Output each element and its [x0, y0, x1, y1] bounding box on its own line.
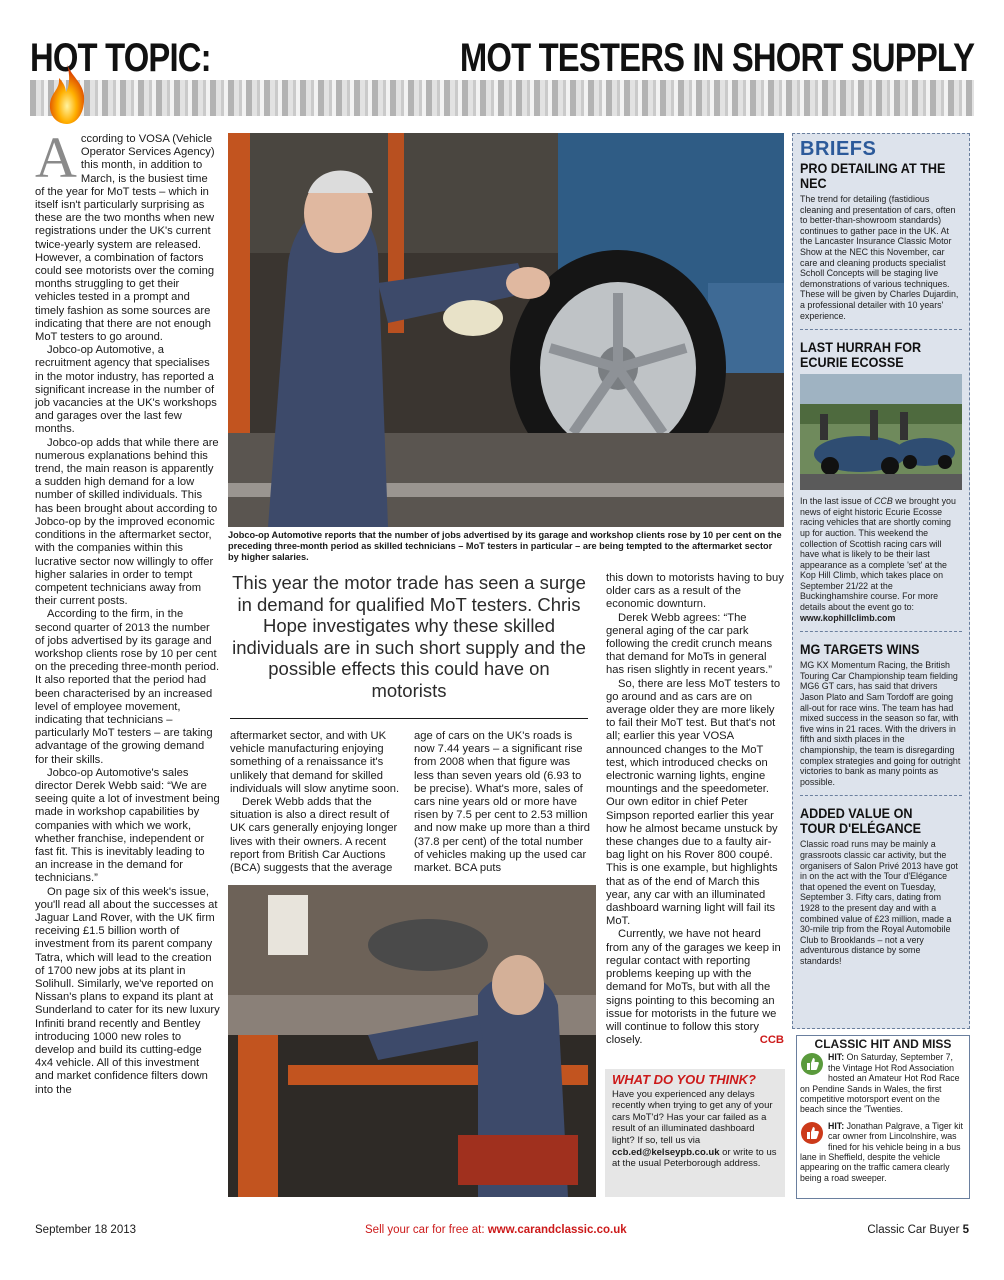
- thumbs-up-icon: [800, 1052, 824, 1076]
- list-item: [800, 1052, 966, 1114]
- article-headline: MOT TESTERS IN SHORT SUPPLY: [459, 36, 974, 80]
- paragraph: According to the firm, in the second quarter of 2013 the number of jobs advertised by its garage and workshop clients rose by 10 per cent on the preceding three-month period. It also reported that the period had been characterised by an increased level of employee movement, indicating that technicians – particularly MoT testers – are taking advantage of the growing demand for their skills.: [35, 608, 220, 766]
- website-link[interactable]: www.carandclassic.co.uk: [487, 1224, 627, 1236]
- promo-label: Sell your car for free at:: [365, 1224, 488, 1236]
- flame-icon: [44, 62, 90, 126]
- paragraph: age of cars on the UK's roads is now 7.44 years – a significant rise from 2008 when that figure was less than seven years old (6.93 to be precise). What's more, sales of cars nine years old or more have risen by 7.5 per cent to 2.53 million and now make up more than a third (37.8 per cent) of the total number of vehicles making up the used car market. BCA puts: [414, 730, 590, 875]
- paragraph: this down to motorists having to buy older cars as a result of the economic downturn.: [606, 572, 784, 611]
- photo-mechanic-underside: [228, 885, 596, 1197]
- thumbs-up-icon: [800, 1121, 824, 1145]
- article-column-1: [35, 125, 220, 1097]
- magazine-folio: [867, 1224, 969, 1236]
- reader-feedback-box: [605, 1069, 785, 1197]
- paragraph: Jobco-op Automotive, a recruitment agency that specialises in the motor industry, has reported a significant increase in the number of job vacancies at the UK's workshops and garages over the last few months.: [35, 344, 217, 436]
- hit-text: On Saturday, September 7, the Vintage Hot Rod Association hosted an Amateur Hot Rod Race on Pendine Sands in Wales, the first competitive motorsport event on the beach since the 'Twenties.: [800, 1052, 960, 1115]
- article-column-4: [606, 572, 784, 1047]
- brief-body: MG KX Momentum Racing, the British Touring Car Championship team fielding MG6 GT cars, has said that drivers Jason Plato and Sam Tordoff are going all-out for race wins. The team has had mixed success in the season so far, with five wins in 21 races. With the drivers in fifth and sixth places in the championship, the team is disregarding complex strategies and going for outright victories to bank as many points as possible.: [800, 660, 961, 787]
- brief-text: CCB: [874, 496, 893, 507]
- paragraph: Currently, we have not heard from any of the garages we keep in regular contact with reporting problems keeping up with the demand for MoTs, but with all the signs pointing to this becoming an issue for motorists in the future we will continue to follow this story closely.: [606, 928, 781, 1047]
- feedback-text: Have you experienced any delays recently when trying to get any of your cars MoT'd? Has your car failed as a result of an illuminated dashboard light? If so, tell us via: [612, 1088, 773, 1146]
- hit-text: Jonathan Palgrave, a Tiger kit car owner from Lincolnshire, was fined for his vehicle being in a bus lane in Sheffield, despite the vehicle appearing on the traffic camera clearly being a road sweeper.: [800, 1120, 963, 1183]
- hit-and-miss-box: [796, 1035, 970, 1199]
- paragraph: So, there are less MoT testers to go around and as cars are on average older they are more likely to fail their MoT test. But that's not all; earlier this year VOSA announced changes to the MoT test, which introduced checks on electronic warning lights, engine mountings and the speedometer. Our own editor in chief Peter Simpson reported earlier this year how he almost became unstuck by these changes due to a faulty air-bag light on his Rover 800 coupé. This is one example, but highlights that as of the end of March this year, any car with an illuminated dashboard warning light will fail its MoT.: [606, 677, 781, 928]
- divider: [230, 718, 588, 719]
- brief-title: PRO DETAILING AT THE NEC: [800, 160, 946, 191]
- promo-text: [365, 1224, 627, 1236]
- hit-miss-title: CLASSIC HIT AND MISS: [814, 1037, 952, 1051]
- author-signoff: CCB: [759, 1034, 784, 1047]
- page-number: 5: [962, 1224, 969, 1236]
- article-column-2: [230, 730, 405, 875]
- brief-title: ADDED VALUE ON TOUR D'ELÉGANCE: [800, 805, 922, 837]
- section-title: HOT TOPIC:: [30, 36, 211, 80]
- email-link[interactable]: ccb.ed@kelseypb.co.uk: [612, 1146, 720, 1158]
- photo-ecurie-ecosse-cars: [800, 374, 962, 490]
- pull-quote: This year the motor trade has seen a surge in demand for qualified MoT testers. Chris Hope investigates why these skilled individuals are in such short supply and the possible effects this could have on motorists: [232, 572, 586, 701]
- photo-caption: Jobco-op Automotive reports that the number of jobs advertised by its garage and workshop clients rose by 10 per cent on the preceding three-month period as skilled technicians – MoT testers in particular – are being tempted to the aftermarket sector by higher salaries.: [228, 530, 782, 562]
- paragraph: Derek Webb adds that the situation is also a direct result of UK cars generally enjoying longer lives with their owners. A recent report from British Car Auctions (BCA) suggests that the average: [230, 796, 398, 875]
- brief-body: The trend for detailing (fastidious cleaning and presentation of cars, often to better-than-showroom standards) continues to gather pace in the UK. At the Lancaster Insurance Classic Motor Show at the NEC this November, car care and cleaning products specialist Scholl Concepts will be staging live demonstrations of various techniques. These will be given by Charles Dujardin, a professional detailer with 10 years' experience.: [800, 194, 959, 321]
- brief-text: In the last issue of: [800, 496, 874, 507]
- page-header: [30, 36, 974, 80]
- page-footer: [35, 1224, 969, 1240]
- paragraph: Jobco-op Automotive's sales director Derek Webb said: “We are seeing quite a lot of investment being made in workshop capabilities by companies with which we work, whether franchise, independent or fast fit. This is inevitably leading to an increase in the demand for technicians.”: [35, 766, 220, 885]
- paragraph: Jobco-op adds that while there are numerous explanations behind this trend, the main reason is apparently a sudden high demand for a low number of skilled individuals. This has been brought about according to Jobco-op by the improved economic conditions in the aftermarket sector, with the companies within this lucrative sector now willingly to offer higher salaries in order to tempt competent technicians away from their current posts.: [35, 436, 219, 608]
- list-item: [800, 1121, 966, 1183]
- paragraph: Derek Webb agrees: “The general aging of the car park following the credit crunch means that demand for MoTs in general has risen slightly in recent years.”: [606, 611, 773, 677]
- briefs-sidebar: [792, 133, 970, 1029]
- hit-label: HIT:: [828, 1052, 845, 1063]
- divider: [800, 329, 962, 330]
- hit-label: HIT:: [828, 1120, 845, 1131]
- divider: [800, 631, 962, 632]
- feedback-text: or write to us at the usual Peterborough address.: [612, 1146, 777, 1170]
- article-column-3: [414, 730, 590, 875]
- feedback-body: [612, 1089, 778, 1170]
- photo-mechanic-wheel: [228, 133, 784, 527]
- paragraph: aftermarket sector, and with UK vehicle manufacturing enjoying something of a renaissance it's unlikely that demand for skilled individuals will slow anytime soon.: [230, 730, 400, 795]
- issue-date: September 18 2013: [35, 1224, 137, 1236]
- brief-title: LAST HURRAH FOR ECURIE ECOSSE: [800, 339, 922, 371]
- brief-body: [800, 496, 962, 623]
- paragraph: ccording to VOSA (Vehicle Operator Services Agency) this month, in addition to March, is the busiest time of the year for MoT tests – which in itself isn't particularly surprising as these are the two months when new registrations under the UK's current twice-yearly system are released. However, a combination of factors could see motorists over the coming months struggling to get their vehicles tested in a prompt and timely fashion as some sources are indicating that there are not enough MoT testers to go around.: [35, 133, 215, 344]
- brief-title: MG TARGETS WINS: [800, 641, 920, 658]
- feedback-title: WHAT DO YOU THINK?: [612, 1072, 756, 1087]
- divider: [800, 795, 962, 796]
- brief-body: Classic road runs may be mainly a grassroots classic car activity, but the organisers of Salon Privé 2013 have got in on the act with the Tour d'Elégance that opened the event on Tuesday, September 3. Fifty cars, dating from 1928 to the present day and with a combined value of £23 million, made a 30-mile trip from the Royal Automobile Club to Brooklands – not a very adventurous distance by some standards!: [800, 839, 958, 966]
- brief-text: we brought you news of eight historic Ecurie Ecosse racing vehicles that are shortly coming up for auction. This weekend the collection of Scottish racing cars will have what is likely to be their last appearance as a complete 'set' at the Kop Hill Climb, which takes place on September 21/22 at the Buckinghamshire course. For more details about the event go to:: [800, 496, 956, 613]
- briefs-tag: BRIEFS: [800, 138, 877, 160]
- tyre-tread-banner: [30, 80, 974, 116]
- magazine-name: Classic Car Buyer: [867, 1224, 963, 1236]
- paragraph: On page six of this week's issue, you'll read all about the successes at Jaguar Land Rover, with the UK firm receiving £1.5 billion worth of investment from its parent company Tatra, which will lead to the creation of 1700 new jobs at its plant in Solihull. Similarly, we've reported on Nissan's plans to expand its plant at Sunderland to cater for its new luxury Infiniti brand recently and Bentley introducing 1000 new roles to develop and build its cutting-edge 4x4 vehicle. All of this investment and market confidence filters down into the: [35, 885, 220, 1096]
- kop-hill-link[interactable]: www.kophillclimb.com: [800, 612, 896, 623]
- drop-cap: A: [35, 125, 77, 190]
